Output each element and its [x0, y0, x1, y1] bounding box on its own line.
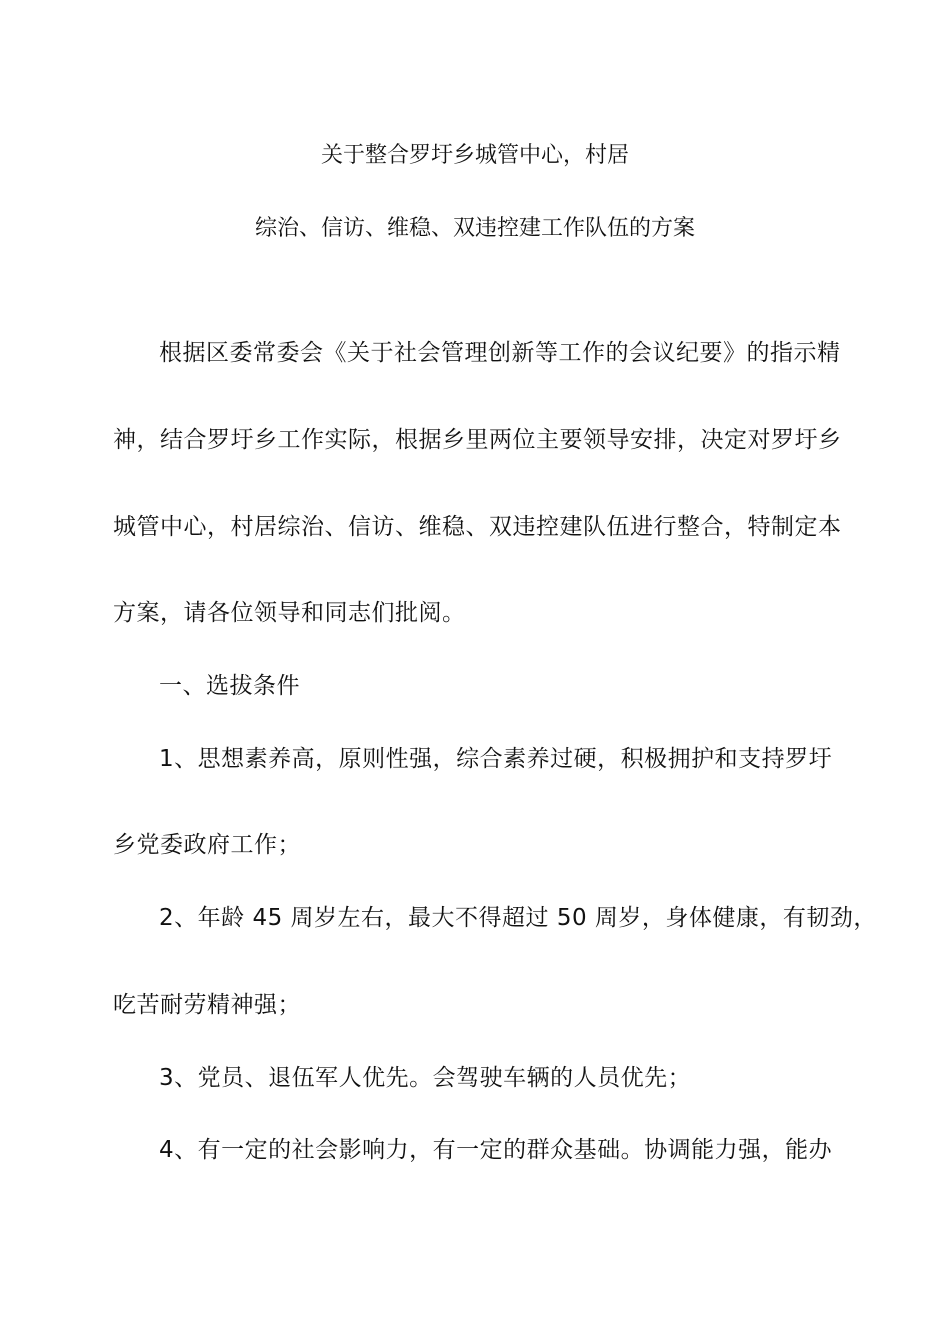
paragraph-line-2: 神，结合罗圩乡工作实际，根据乡里两位主要领导安排，决定对罗圩乡 [113, 427, 842, 453]
paragraph-line-1: 根据区委常委会《关于社会管理创新等工作的会议纪要》的指示精 [159, 340, 841, 366]
condition-2-line-2: 吃苦耐劳精神强； [113, 992, 301, 1018]
condition-2-line-1: 2、年龄 45 周岁左右，最大不得超过 50 周岁，身体健康，有韧劲， [159, 905, 877, 931]
section-heading: 一、选拔条件 [159, 673, 300, 699]
condition-3-line-1: 3、党员、退伍军人优先。会驾驶车辆的人员优先； [159, 1065, 692, 1091]
condition-1-line-1: 1、思想素养高，原则性强，综合素养过硬，积极拥护和支持罗圩 [159, 746, 833, 772]
paragraph-line-3: 城管中心，村居综治、信访、维稳、双违控建队伍进行整合，特制定本 [113, 514, 842, 540]
document-title-line-1: 关于整合罗圩乡城管中心，村居 [320, 143, 629, 168]
document-title-line-2: 综治、信访、维稳、双违控建工作队伍的方案 [254, 216, 695, 241]
condition-4-line-1: 4、有一定的社会影响力，有一定的群众基础。协调能力强，能办 [159, 1137, 833, 1163]
paragraph-line-4: 方案，请各位领导和同志们批阅。 [113, 600, 466, 626]
condition-1-line-2: 乡党委政府工作； [113, 832, 301, 858]
